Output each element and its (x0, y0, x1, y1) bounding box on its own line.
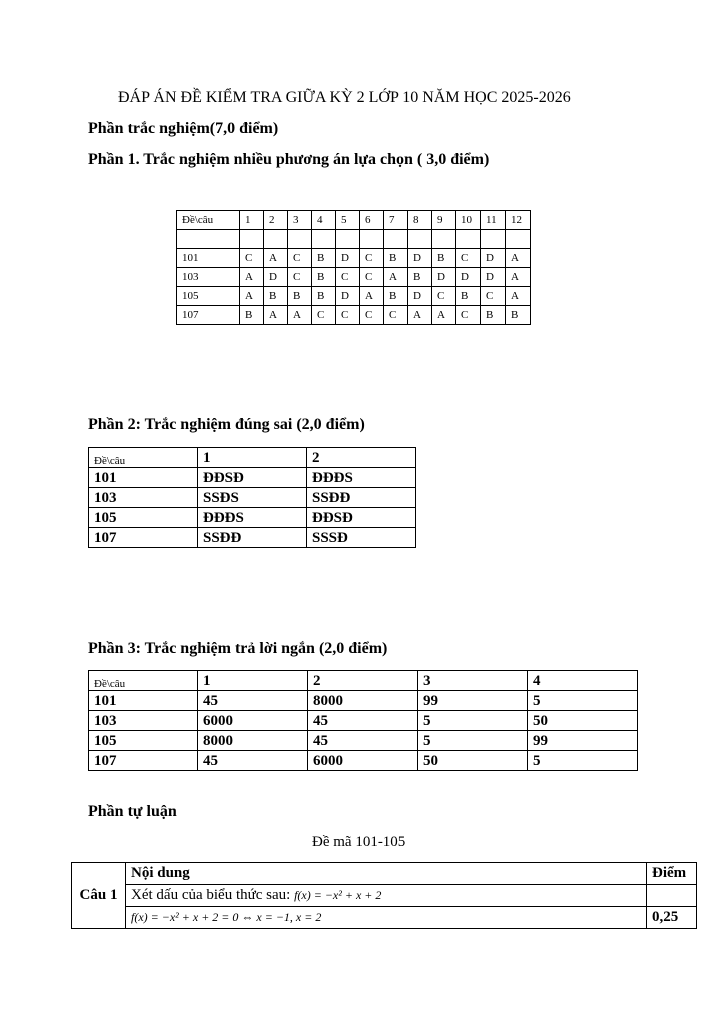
answer-cell: ĐĐĐS (198, 508, 307, 528)
answer-cell: C (288, 249, 312, 268)
answer-cell: ĐĐSĐ (307, 508, 416, 528)
answer-cell: 45 (198, 751, 308, 771)
corner-cell: Đề\câu (89, 448, 198, 468)
table-row (177, 306, 531, 325)
col-header: 2 (308, 671, 418, 691)
answer-cell: D (264, 268, 288, 287)
table-row (89, 731, 638, 751)
answer-cell: A (288, 306, 312, 325)
answer-cell: C (456, 249, 481, 268)
score-header: Điểm (647, 863, 697, 885)
table-row (89, 468, 416, 488)
table-header-row (89, 671, 638, 691)
prompt-text: Xét dấu của biểu thức sau: (131, 887, 291, 903)
empty-row (177, 230, 531, 249)
table-row (89, 711, 638, 731)
col-header: 4 (312, 211, 336, 230)
exam-code: 105 (89, 508, 198, 528)
answer-cell: 6000 (308, 751, 418, 771)
answer-cell: C (432, 287, 456, 306)
exam-code: 107 (89, 528, 198, 548)
answer-cell: A (432, 306, 456, 325)
answer-cell: SSSĐ (307, 528, 416, 548)
answer-cell: A (264, 306, 288, 325)
answer-cell: 5 (528, 691, 638, 711)
answer-cell: 5 (528, 751, 638, 771)
table-row (89, 488, 416, 508)
answer-cell: C (384, 306, 408, 325)
part2-heading: Phần 2: Trắc nghiệm đúng sai (2,0 điểm) (88, 416, 365, 433)
exam-code-label: Đề mã 101-105 (312, 834, 406, 850)
answer-cell: D (432, 268, 456, 287)
table-header-row (72, 863, 697, 885)
answer-cell: B (384, 249, 408, 268)
col-header: 4 (528, 671, 638, 691)
answer-cell: B (240, 306, 264, 325)
answer-cell: 5 (418, 711, 528, 731)
answer-cell: 45 (308, 731, 418, 751)
step-score: 0,25 (647, 907, 697, 929)
answer-cell: B (264, 287, 288, 306)
col-header: 6 (360, 211, 384, 230)
answer-cell: C (360, 249, 384, 268)
answer-cell: C (288, 268, 312, 287)
table-row (89, 751, 638, 771)
answer-cell: SSĐĐ (198, 528, 307, 548)
answer-cell: ĐĐSĐ (198, 468, 307, 488)
exam-code: 101 (177, 249, 240, 268)
col-header: 8 (408, 211, 432, 230)
answer-cell: 45 (198, 691, 308, 711)
answer-cell: A (264, 249, 288, 268)
exam-code: 103 (89, 488, 198, 508)
answer-cell: D (408, 287, 432, 306)
answer-cell: C (360, 268, 384, 287)
answer-cell: A (506, 249, 531, 268)
answer-cell: SSĐS (198, 488, 307, 508)
answer-cell: D (481, 268, 506, 287)
col-header: 2 (307, 448, 416, 468)
answer-cell: 99 (528, 731, 638, 751)
answer-cell: 8000 (308, 691, 418, 711)
answer-cell: D (408, 249, 432, 268)
part1-heading: Phần 1. Trắc nghiệm nhiều phương án lựa chọn ( 3,0 điểm) (88, 151, 490, 168)
answer-cell: C (312, 306, 336, 325)
exam-code: 107 (89, 751, 198, 771)
table-row (89, 691, 638, 711)
part1-answer-table (176, 210, 531, 325)
answer-cell: C (240, 249, 264, 268)
answer-cell: 99 (418, 691, 528, 711)
answer-cell: A (384, 268, 408, 287)
question-prompt (126, 885, 647, 907)
part3-heading: Phần 3: Trắc nghiệm trả lời ngắn (2,0 điểm) (88, 640, 388, 657)
answer-cell: A (408, 306, 432, 325)
question-label: Câu 1 (72, 863, 126, 929)
col-header: 5 (336, 211, 360, 230)
answer-cell: A (240, 268, 264, 287)
table-row (177, 249, 531, 268)
exam-code: 101 (89, 691, 198, 711)
content-header: Nội dung (126, 863, 647, 885)
col-header: 9 (432, 211, 456, 230)
table-row (177, 268, 531, 287)
answer-cell: B (456, 287, 481, 306)
col-header: 10 (456, 211, 481, 230)
essay-heading: Phần tự luận (88, 803, 177, 820)
table-row (89, 528, 416, 548)
answer-cell: B (432, 249, 456, 268)
col-header: 3 (288, 211, 312, 230)
exam-code: 105 (177, 287, 240, 306)
essay-answer-table (71, 862, 697, 929)
answer-cell: C (481, 287, 506, 306)
answer-cell: A (360, 287, 384, 306)
exam-code: 105 (89, 731, 198, 751)
answer-cell: 45 (308, 711, 418, 731)
empty-score-cell (647, 885, 697, 907)
answer-cell: SSĐĐ (307, 488, 416, 508)
mc-section-heading: Phần trắc nghiệm(7,0 điểm) (88, 120, 279, 137)
solution-step: f(x) = −x² + x + 2 = 0 ⇔ x = −1, x = 2 (126, 907, 647, 929)
part3-answer-table (88, 670, 638, 771)
answer-cell: ĐĐĐS (307, 468, 416, 488)
document-title: ĐÁP ÁN ĐỀ KIỂM TRA GIỮA KỲ 2 LỚP 10 NĂM HỌC 2025-2026 (118, 89, 571, 106)
answer-cell: 6000 (198, 711, 308, 731)
answer-cell: B (384, 287, 408, 306)
table-header-row (89, 448, 416, 468)
col-header: 1 (198, 671, 308, 691)
answer-cell: 50 (528, 711, 638, 731)
answer-cell: B (506, 306, 531, 325)
answer-cell: C (360, 306, 384, 325)
col-header: 2 (264, 211, 288, 230)
answer-cell: B (312, 268, 336, 287)
answer-cell: C (336, 306, 360, 325)
answer-cell: A (506, 287, 531, 306)
table-row (89, 508, 416, 528)
exam-code: 103 (89, 711, 198, 731)
answer-cell: B (312, 287, 336, 306)
part2-answer-table (88, 447, 416, 548)
corner-cell: Đề\câu (177, 211, 240, 230)
table-row (72, 885, 697, 907)
col-header: 12 (506, 211, 531, 230)
answer-cell: C (336, 268, 360, 287)
exam-code: 101 (89, 468, 198, 488)
answer-cell: C (456, 306, 481, 325)
col-header: 1 (240, 211, 264, 230)
col-header: 7 (384, 211, 408, 230)
table-row (177, 287, 531, 306)
answer-cell: B (312, 249, 336, 268)
answer-cell: 5 (418, 731, 528, 751)
answer-cell: D (336, 249, 360, 268)
table-row (72, 907, 697, 929)
answer-cell: D (456, 268, 481, 287)
exam-code: 103 (177, 268, 240, 287)
table-header-row (177, 211, 531, 230)
answer-cell: B (481, 306, 506, 325)
exam-code: 107 (177, 306, 240, 325)
prompt-formula: f(x) = −x² + x + 2 (294, 888, 382, 902)
answer-cell: A (240, 287, 264, 306)
answer-cell: D (336, 287, 360, 306)
answer-cell: B (408, 268, 432, 287)
answer-cell: 8000 (198, 731, 308, 751)
col-header: 1 (198, 448, 307, 468)
answer-cell: D (481, 249, 506, 268)
answer-cell: A (506, 268, 531, 287)
col-header: 3 (418, 671, 528, 691)
answer-cell: B (288, 287, 312, 306)
col-header: 11 (481, 211, 506, 230)
corner-cell: Đề\câu (89, 671, 198, 691)
answer-cell: 50 (418, 751, 528, 771)
